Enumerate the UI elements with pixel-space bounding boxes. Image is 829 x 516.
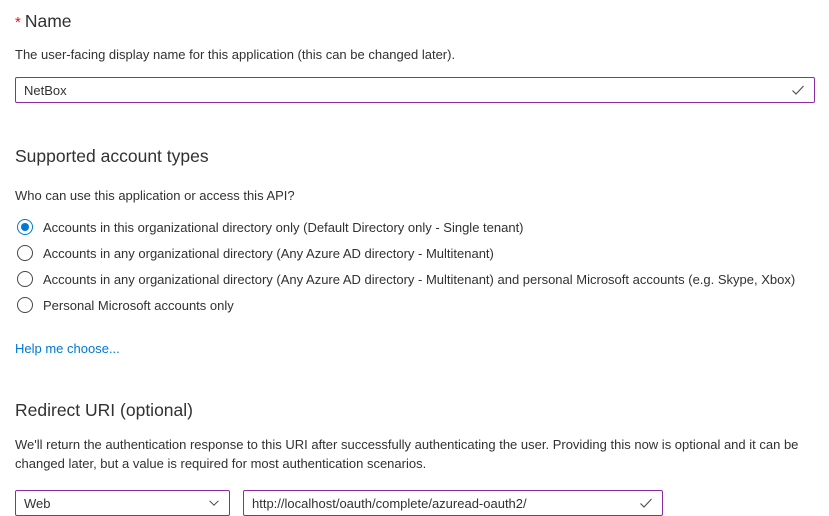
- radio-option-label: Accounts in any organizational directory (Any Azure AD directory - Multitenant): [43, 245, 494, 261]
- radio-button-icon[interactable]: [17, 245, 33, 261]
- redirect-uri-controls: [15, 490, 814, 516]
- radio-button-icon[interactable]: [17, 297, 33, 313]
- radio-option-label: Accounts in this organizational directory only (Default Directory only - Single tenant): [43, 219, 524, 235]
- radio-option-personal-only[interactable]: [15, 292, 814, 318]
- radio-option-multitenant-personal[interactable]: [15, 266, 814, 292]
- required-asterisk: *: [15, 14, 21, 31]
- platform-select[interactable]: [15, 490, 230, 516]
- redirect-uri-title: Redirect URI (optional): [15, 400, 193, 420]
- redirect-uri-input-container: [243, 490, 663, 516]
- name-input-container: [15, 77, 815, 103]
- radio-button-icon[interactable]: [17, 219, 33, 235]
- redirect-uri-description: We'll return the authentication response to this URI after successfully authenticating the user. Providing this now is optional and it can be changed later, but a value is required for most authentication scenarios.: [15, 437, 799, 471]
- account-types-section: [15, 145, 814, 358]
- help-me-choose-link[interactable]: Help me choose...: [15, 341, 120, 356]
- platform-select-value: Web: [24, 495, 51, 511]
- account-types-radio-group: [15, 214, 814, 318]
- redirect-uri-input[interactable]: [244, 491, 662, 515]
- name-title-text: Name: [24, 11, 72, 31]
- chevron-down-icon: [207, 496, 221, 510]
- name-description: The user-facing display name for this application (this can be changed later).: [15, 47, 456, 62]
- account-types-question: Who can use this application or access this API?: [15, 188, 295, 203]
- redirect-uri-section: [15, 399, 814, 516]
- radio-option-label: Personal Microsoft accounts only: [43, 297, 234, 313]
- name-section-title: [15, 10, 814, 34]
- account-types-title: Supported account types: [15, 146, 209, 166]
- radio-option-label: Accounts in any organizational directory (Any Azure AD directory - Multitenant) and personal Microsoft accounts (e.g. Skype, Xbox): [43, 271, 796, 287]
- radio-option-single-tenant[interactable]: [15, 214, 814, 240]
- radio-button-icon[interactable]: [17, 271, 33, 287]
- radio-option-multitenant[interactable]: [15, 240, 814, 266]
- name-input[interactable]: [16, 78, 814, 102]
